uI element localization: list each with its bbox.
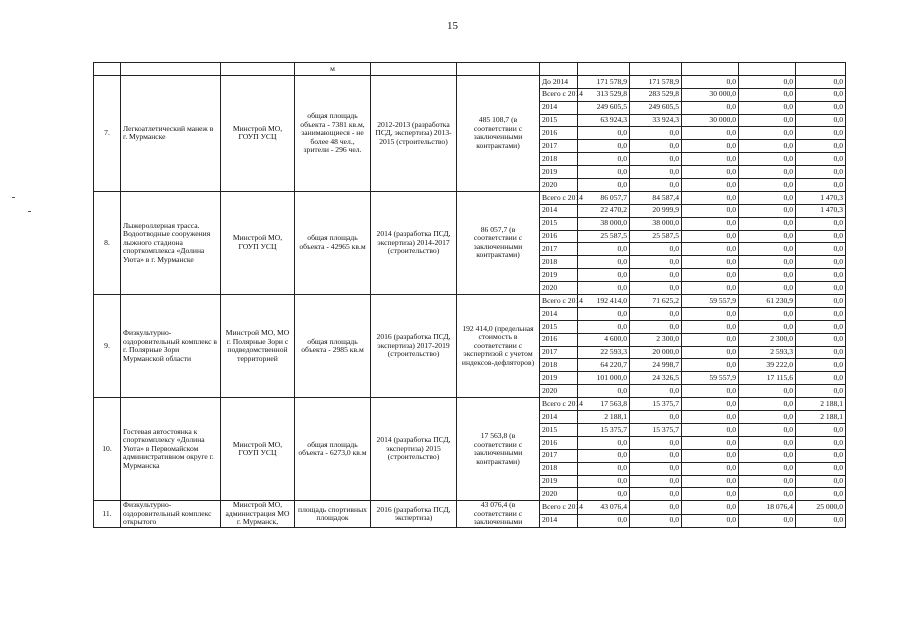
value-cell: 17 115,6 xyxy=(739,372,796,385)
year-cell: 2020 xyxy=(540,385,578,398)
value-cell: 0,0 xyxy=(796,475,846,488)
project-customer: Минстрой МО, МО г. Полярные Зори с подведомственной территорией xyxy=(221,295,295,398)
total-value: 249 605,5 xyxy=(578,101,630,114)
value-cell: 0,0 xyxy=(630,320,682,333)
project-dates: 2012-2013 (разработка ПСД, экспертиза) 2013-2015 (строительство) xyxy=(371,75,457,191)
value-cell: 84 587,4 xyxy=(630,191,682,204)
value-cell: 0,0 xyxy=(630,385,682,398)
total-value: 0,0 xyxy=(578,127,630,140)
project-capacity: общая площадь объекта - 7381 кв.м, занимающиеся - не более 48 чел., зрители - 296 чел. xyxy=(295,75,371,191)
value-cell: 0,0 xyxy=(739,462,796,475)
value-cell: 2 593,3 xyxy=(739,346,796,359)
total-value: 0,0 xyxy=(578,488,630,501)
value-cell: 0,0 xyxy=(739,153,796,166)
value-cell: 0,0 xyxy=(796,333,846,346)
year-cell: 2014 xyxy=(540,514,578,527)
value-cell: 0,0 xyxy=(739,140,796,153)
year-cell: Всего с 2014 xyxy=(540,295,578,308)
value-cell: 0,0 xyxy=(682,333,739,346)
total-value: 0,0 xyxy=(578,282,630,295)
total-value: 101 000,0 xyxy=(578,372,630,385)
value-cell: 15 375,7 xyxy=(630,423,682,436)
scan-artifact xyxy=(12,197,15,198)
value-cell: 0,0 xyxy=(739,514,796,527)
table-cell xyxy=(371,63,457,76)
value-cell: 38 000,0 xyxy=(630,217,682,230)
value-cell: 0,0 xyxy=(796,295,846,308)
project-name: Гостевая автостоянка к спорткомплексу «Долина Уюта» в Первомайском административном округе г. Мурманска xyxy=(121,398,221,501)
header-fragment: м xyxy=(295,63,371,76)
total-value: 0,0 xyxy=(578,462,630,475)
value-cell: 0,0 xyxy=(682,191,739,204)
value-cell: 0,0 xyxy=(682,449,739,462)
year-cell: 2018 xyxy=(540,153,578,166)
value-cell: 25 000,0 xyxy=(796,501,846,514)
value-cell: 0,0 xyxy=(796,359,846,372)
total-value: 0,0 xyxy=(578,307,630,320)
total-value: 0,0 xyxy=(578,385,630,398)
total-value: 86 057,7 xyxy=(578,191,630,204)
value-cell: 0,0 xyxy=(796,88,846,101)
value-cell: 0,0 xyxy=(739,114,796,127)
year-cell: Всего с 2014 xyxy=(540,501,578,514)
year-cell: Всего с 2014 xyxy=(540,398,578,411)
year-cell: 2015 xyxy=(540,114,578,127)
value-cell: 30 000,0 xyxy=(682,88,739,101)
value-cell: 24 998,7 xyxy=(630,359,682,372)
year-cell: 2014 xyxy=(540,307,578,320)
project-name: Лыжероллерная трасса. Водоотводные сооружения лыжного стадиона спорткомплекса «Долина Уюта» в г. Мурманске xyxy=(121,191,221,294)
value-cell: 0,0 xyxy=(630,179,682,192)
value-cell: 249 605,5 xyxy=(630,101,682,114)
value-cell: 0,0 xyxy=(682,127,739,140)
value-cell: 0,0 xyxy=(682,75,739,88)
value-cell: 0,0 xyxy=(682,269,739,282)
table-cell xyxy=(221,63,295,76)
project-capacity: общая площадь объекта - 42965 кв.м xyxy=(295,191,371,294)
value-cell: 0,0 xyxy=(682,307,739,320)
year-cell: 2015 xyxy=(540,217,578,230)
project-name: Физкультурно-оздоровительный комплекс открытого xyxy=(121,501,221,528)
value-cell: 0,0 xyxy=(739,166,796,179)
year-cell: 2018 xyxy=(540,256,578,269)
total-value: 0,0 xyxy=(578,514,630,527)
value-cell: 0,0 xyxy=(739,411,796,424)
total-value: 0,0 xyxy=(578,166,630,179)
value-cell: 59 557,9 xyxy=(682,295,739,308)
scan-artifact xyxy=(28,211,31,212)
table-cell xyxy=(796,63,846,76)
total-value: 38 000,0 xyxy=(578,217,630,230)
table-body xyxy=(94,63,846,528)
table-cell xyxy=(457,63,540,76)
total-value: 0,0 xyxy=(578,475,630,488)
value-cell: 0,0 xyxy=(630,282,682,295)
year-cell: 2014 xyxy=(540,411,578,424)
value-cell: 25 587,5 xyxy=(630,230,682,243)
project-cost: 485 108,7 (в соответствии с заключенными контрактами) xyxy=(457,75,540,191)
value-cell: 0,0 xyxy=(630,140,682,153)
value-cell: 20 000,0 xyxy=(630,346,682,359)
value-cell: 0,0 xyxy=(796,127,846,140)
value-cell: 0,0 xyxy=(682,411,739,424)
total-value: 17 563,8 xyxy=(578,398,630,411)
value-cell: 0,0 xyxy=(796,269,846,282)
value-cell: 0,0 xyxy=(682,153,739,166)
table-cell xyxy=(739,63,796,76)
value-cell: 0,0 xyxy=(739,475,796,488)
value-cell: 59 557,9 xyxy=(682,372,739,385)
value-cell: 0,0 xyxy=(739,191,796,204)
project-capacity: общая площадь объекта - 6273,0 кв.м xyxy=(295,398,371,501)
value-cell: 0,0 xyxy=(739,179,796,192)
year-cell: 2016 xyxy=(540,333,578,346)
value-cell: 0,0 xyxy=(796,179,846,192)
value-cell: 0,0 xyxy=(796,385,846,398)
value-cell: 71 625,2 xyxy=(630,295,682,308)
year-cell: 2020 xyxy=(540,488,578,501)
project-name: Физкультурно-оздоровительный комплекс в г. Полярные Зори Мурманской области xyxy=(121,295,221,398)
total-value: 43 076,4 xyxy=(578,501,630,514)
value-cell: 0,0 xyxy=(796,230,846,243)
value-cell: 0,0 xyxy=(739,282,796,295)
value-cell: 15 375,7 xyxy=(630,398,682,411)
project-customer: Минстрой МО, ГОУП УСЦ xyxy=(221,75,295,191)
value-cell: 0,0 xyxy=(682,398,739,411)
year-cell: 2014 xyxy=(540,101,578,114)
value-cell: 20 999,9 xyxy=(630,204,682,217)
value-cell: 0,0 xyxy=(796,140,846,153)
project-capacity: площадь спортивных площадок xyxy=(295,501,371,528)
total-value: 22 593,3 xyxy=(578,346,630,359)
year-cell: 2016 xyxy=(540,127,578,140)
value-cell: 0,0 xyxy=(739,256,796,269)
value-cell: 0,0 xyxy=(682,346,739,359)
value-cell: 0,0 xyxy=(796,166,846,179)
year-cell: Всего с 2014 xyxy=(540,191,578,204)
value-cell: 0,0 xyxy=(796,307,846,320)
table-cell xyxy=(682,63,739,76)
total-value: 0,0 xyxy=(578,436,630,449)
value-cell: 0,0 xyxy=(630,307,682,320)
year-cell: 2017 xyxy=(540,346,578,359)
value-cell: 0,0 xyxy=(796,243,846,256)
project-cost: 43 076,4 (в соответствии с заключенными xyxy=(457,501,540,528)
value-cell: 2 188,1 xyxy=(796,411,846,424)
project-number: 10. xyxy=(94,398,121,501)
value-cell: 283 529,8 xyxy=(630,88,682,101)
value-cell: 2 300,0 xyxy=(739,333,796,346)
total-value: 0,0 xyxy=(578,449,630,462)
value-cell: 0,0 xyxy=(682,385,739,398)
value-cell: 171 578,9 xyxy=(630,75,682,88)
table-row xyxy=(94,501,846,514)
year-cell: 2016 xyxy=(540,230,578,243)
value-cell: 0,0 xyxy=(739,269,796,282)
project-dates: 2014 (разработка ПСД, экспертиза) 2015 (строительство) xyxy=(371,398,457,501)
value-cell: 1 470,3 xyxy=(796,191,846,204)
value-cell: 0,0 xyxy=(682,282,739,295)
year-cell: 2018 xyxy=(540,462,578,475)
value-cell: 0,0 xyxy=(739,320,796,333)
table-cell xyxy=(578,63,630,76)
year-cell: 2016 xyxy=(540,436,578,449)
value-cell: 0,0 xyxy=(630,127,682,140)
table-row xyxy=(94,398,846,411)
value-cell: 0,0 xyxy=(682,475,739,488)
value-cell: 0,0 xyxy=(630,475,682,488)
value-cell: 0,0 xyxy=(682,256,739,269)
year-cell: 2017 xyxy=(540,243,578,256)
total-value: 0,0 xyxy=(578,269,630,282)
value-cell: 0,0 xyxy=(682,179,739,192)
total-value: 15 375,7 xyxy=(578,423,630,436)
value-cell: 0,0 xyxy=(739,307,796,320)
value-cell: 0,0 xyxy=(739,423,796,436)
project-cost: 192 414,0 (предельная стоимость в соответствии с экспертизой с учетом индексов-дефляторов) xyxy=(457,295,540,398)
value-cell: 0,0 xyxy=(739,488,796,501)
value-cell: 0,0 xyxy=(796,449,846,462)
table-cell xyxy=(540,63,578,76)
value-cell: 0,0 xyxy=(796,153,846,166)
value-cell: 0,0 xyxy=(682,514,739,527)
project-customer: Минстрой МО, ГОУП УСЦ xyxy=(221,398,295,501)
year-cell: 2019 xyxy=(540,269,578,282)
total-value: 0,0 xyxy=(578,256,630,269)
total-value: 25 587,5 xyxy=(578,230,630,243)
year-cell: 2019 xyxy=(540,475,578,488)
value-cell: 0,0 xyxy=(682,166,739,179)
total-value: 4 600,0 xyxy=(578,333,630,346)
header-fragment-row xyxy=(94,63,846,76)
table-cell xyxy=(94,63,121,76)
total-value: 171 578,9 xyxy=(578,75,630,88)
value-cell: 0,0 xyxy=(796,256,846,269)
total-value: 0,0 xyxy=(578,153,630,166)
table-row xyxy=(94,295,846,308)
value-cell: 0,0 xyxy=(796,217,846,230)
total-value: 0,0 xyxy=(578,140,630,153)
project-cost: 86 057,7 (в соответствии с заключенными контрактами) xyxy=(457,191,540,294)
year-cell: 2020 xyxy=(540,179,578,192)
project-number: 9. xyxy=(94,295,121,398)
total-value: 0,0 xyxy=(578,320,630,333)
value-cell: 0,0 xyxy=(682,501,739,514)
value-cell: 30 000,0 xyxy=(682,114,739,127)
value-cell: 0,0 xyxy=(630,166,682,179)
value-cell: 61 230,9 xyxy=(739,295,796,308)
value-cell: 0,0 xyxy=(630,436,682,449)
value-cell: 0,0 xyxy=(739,385,796,398)
value-cell: 0,0 xyxy=(796,101,846,114)
value-cell: 0,0 xyxy=(796,514,846,527)
total-value: 0,0 xyxy=(578,179,630,192)
value-cell: 0,0 xyxy=(739,230,796,243)
total-value: 192 414,0 xyxy=(578,295,630,308)
total-value: 313 529,8 xyxy=(578,88,630,101)
value-cell: 2 300,0 xyxy=(630,333,682,346)
value-cell: 0,0 xyxy=(630,488,682,501)
value-cell: 0,0 xyxy=(739,398,796,411)
project-dates: 2016 (разработка ПСД, экспертиза) 2017-2019 (строительство) xyxy=(371,295,457,398)
year-cell: 2018 xyxy=(540,359,578,372)
project-capacity: общая площадь объекта - 2985 кв.м xyxy=(295,295,371,398)
value-cell: 0,0 xyxy=(739,217,796,230)
value-cell: 0,0 xyxy=(682,436,739,449)
investment-table xyxy=(93,62,846,528)
project-customer: Минстрой МО, администрация МО г. Мурманск, xyxy=(221,501,295,528)
value-cell: 0,0 xyxy=(796,346,846,359)
value-cell: 0,0 xyxy=(796,282,846,295)
project-cost: 17 563,8 (в соответствии с заключенными контрактами) xyxy=(457,398,540,501)
value-cell: 0,0 xyxy=(796,488,846,501)
value-cell: 0,0 xyxy=(739,101,796,114)
project-dates: 2016 (разработка ПСД, экспертиза) xyxy=(371,501,457,528)
table-cell xyxy=(630,63,682,76)
value-cell: 0,0 xyxy=(682,488,739,501)
value-cell: 0,0 xyxy=(682,204,739,217)
project-number: 7. xyxy=(94,75,121,191)
value-cell: 0,0 xyxy=(682,243,739,256)
table-row xyxy=(94,75,846,88)
value-cell: 39 222,0 xyxy=(739,359,796,372)
value-cell: 0,0 xyxy=(630,256,682,269)
value-cell: 0,0 xyxy=(796,372,846,385)
value-cell: 0,0 xyxy=(796,75,846,88)
project-customer: Минстрой МО, ГОУП УСЦ xyxy=(221,191,295,294)
value-cell: 0,0 xyxy=(796,423,846,436)
value-cell: 0,0 xyxy=(630,243,682,256)
project-dates: 2014 (разработка ПСД, экспертиза) 2014-2017 (строительство) xyxy=(371,191,457,294)
total-value: 64 220,7 xyxy=(578,359,630,372)
year-cell: 2015 xyxy=(540,423,578,436)
value-cell: 0,0 xyxy=(796,436,846,449)
project-name: Легкоатлетический манеж в г. Мурманске xyxy=(121,75,221,191)
year-cell: 2019 xyxy=(540,372,578,385)
value-cell: 0,0 xyxy=(682,230,739,243)
total-value: 22 470,2 xyxy=(578,204,630,217)
value-cell: 0,0 xyxy=(739,75,796,88)
table-row xyxy=(94,191,846,204)
year-cell: 2017 xyxy=(540,140,578,153)
value-cell: 0,0 xyxy=(796,320,846,333)
total-value: 63 924,3 xyxy=(578,114,630,127)
value-cell: 0,0 xyxy=(630,501,682,514)
value-cell: 0,0 xyxy=(630,462,682,475)
value-cell: 0,0 xyxy=(796,462,846,475)
total-value: 2 188,1 xyxy=(578,411,630,424)
year-cell: 2020 xyxy=(540,282,578,295)
value-cell: 0,0 xyxy=(630,514,682,527)
value-cell: 0,0 xyxy=(682,140,739,153)
value-cell: 0,0 xyxy=(630,269,682,282)
table-cell xyxy=(121,63,221,76)
project-number: 8. xyxy=(94,191,121,294)
value-cell: 0,0 xyxy=(682,101,739,114)
total-value: 0,0 xyxy=(578,243,630,256)
year-cell: 2019 xyxy=(540,166,578,179)
value-cell: 24 326,5 xyxy=(630,372,682,385)
value-cell: 18 076,4 xyxy=(739,501,796,514)
value-cell: 0,0 xyxy=(739,127,796,140)
value-cell: 0,0 xyxy=(682,217,739,230)
year-cell: 2015 xyxy=(540,320,578,333)
value-cell: 0,0 xyxy=(682,423,739,436)
year-cell: До 2014 xyxy=(540,75,578,88)
value-cell: 0,0 xyxy=(682,320,739,333)
value-cell: 0,0 xyxy=(739,243,796,256)
value-cell: 0,0 xyxy=(630,153,682,166)
value-cell: 0,0 xyxy=(630,411,682,424)
value-cell: 0,0 xyxy=(630,449,682,462)
value-cell: 1 470,3 xyxy=(796,204,846,217)
value-cell: 0,0 xyxy=(682,359,739,372)
value-cell: 0,0 xyxy=(796,114,846,127)
value-cell: 0,0 xyxy=(739,204,796,217)
value-cell: 0,0 xyxy=(739,449,796,462)
year-cell: Всего с 2014 xyxy=(540,88,578,101)
value-cell: 0,0 xyxy=(739,88,796,101)
page-number: 15 xyxy=(447,20,458,32)
project-number: 11. xyxy=(94,501,121,528)
year-cell: 2017 xyxy=(540,449,578,462)
year-cell: 2014 xyxy=(540,204,578,217)
value-cell: 0,0 xyxy=(739,436,796,449)
value-cell: 0,0 xyxy=(682,462,739,475)
value-cell: 33 924,3 xyxy=(630,114,682,127)
value-cell: 2 188,1 xyxy=(796,398,846,411)
